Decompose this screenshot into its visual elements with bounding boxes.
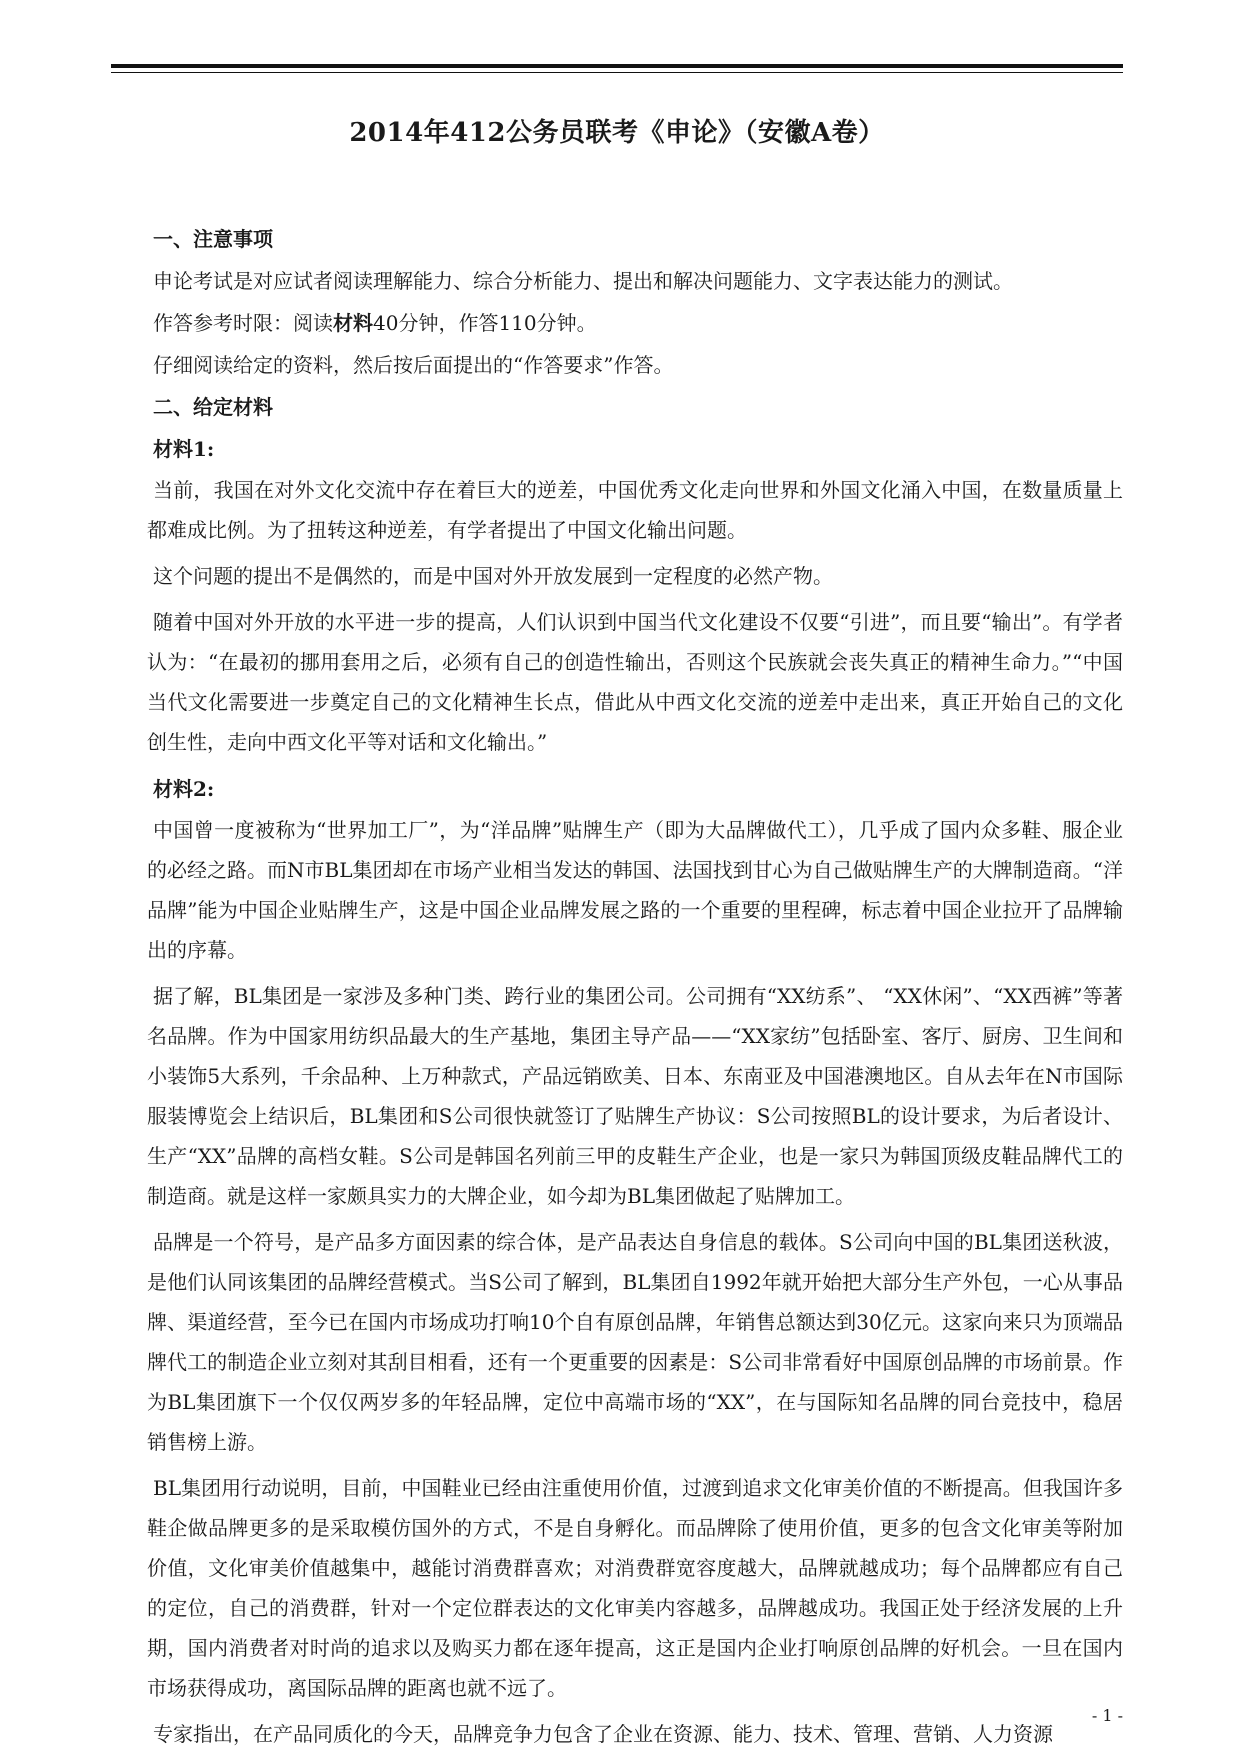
notes-line-1: 申论考试是对应试者阅读理解能力、综合分析能力、提出和解决问题能力、文字表达能力的测试。 [153,269,1013,293]
material-1-paragraph: 当前，我国在对外文化交流中存在着巨大的逆差，中国优秀文化走向世界和外国文化涌入中国，在数量质量上都难成比例。为了扭转这种逆差，有学者提出了中国文化输出问题。 [147,478,1123,542]
material-1-paragraph: 这个问题的提出不是偶然的，而是中国对外开放发展到一定程度的必然产物。 [153,564,833,588]
time-bold: 材料 [333,311,373,335]
material-2-paragraph: 品牌是一个符号，是产品多方面因素的综合体，是产品表达自身信息的载体。S公司向中国的BL集团送秋波，是他们认同该集团的品牌经营模式。当S公司了解到，BL集团自1992年就开始把大部分生产外包，一心从事品牌、渠道经营，至今已在国内市场成功打响10个自有原创品牌，年销售总额达到30亿元。这家向来只为顶端品牌代工的制造企业立刻对其刮目相看，还有一个更重要的因素是：S公司非常看好中国原创品牌的市场前景。作为BL集团旗下一个仅仅两岁多的年轻品牌，定位中高端市场的“XX”，在与国际知名品牌的同台竞技中，稳居销售榜上游。 [147,1230,1123,1454]
header-rule-thick [111,64,1123,68]
time-prefix: 作答参考时限：阅读 [153,311,333,335]
material-2-paragraph: 专家指出，在产品同质化的今天，品牌竞争力包含了企业在资源、能力、技术、管理、营销、人力资源 [153,1722,1053,1746]
document-body [147,218,1123,1760]
header-rule-thin [111,72,1123,73]
material-2-paragraph: BL集团用行动说明，目前，中国鞋业已经由注重使用价值，过渡到追求文化审美价值的不断提高。但我国许多鞋企做品牌更多的是采取模仿国外的方式，不是自身孵化。而品牌除了使用价值，更多的包含文化审美等附加价值，文化审美价值越集中，越能讨消费群喜欢；对消费群宽容度越大，品牌就越成功；每个品牌都应有自己的定位，自己的消费群，针对一个定位群表达的文化审美内容越多，品牌越成功。我国正处于经济发展的上升期，国内消费者对时尚的追求以及购买力都在逐年提高，这正是国内企业打响原创品牌的好机会。一旦在国内市场获得成功，离国际品牌的距离也就不远了。 [147,1476,1123,1700]
material-1-paragraph: 随着中国对外开放的水平进一步的提高，人们认识到中国当代文化建设不仅要“引进”，而且要“输出”。有学者认为：“在最初的挪用套用之后，必须有自己的创造性输出，否则这个民族就会丧失真正的精神生命力。”“中国当代文化需要进一步奠定自己的文化精神生长点，借此从中西文化交流的逆差中走出来，真正开始自己的文化创生性，走向中西文化平等对话和文化输出。” [147,610,1123,754]
notes-line-2: 仔细阅读给定的资料，然后按后面提出的“作答要求”作答。 [153,353,674,377]
page-number: - 1 - [1091,1706,1123,1725]
section-heading-notes: 一、注意事项 [153,227,273,251]
time-suffix: 40分钟，作答110分钟。 [373,311,597,335]
notes-line-time [153,302,1123,344]
section-heading-materials: 二、给定材料 [153,395,273,419]
material-2-paragraph: 中国曾一度被称为“世界加工厂”，为“洋品牌”贴牌生产（即为大品牌做代工），几乎成了国内众多鞋、服企业的必经之路。而N市BL集团却在市场产业相当发达的韩国、法国找到甘心为自己做贴牌生产的大牌制造商。“洋品牌”能为中国企业贴牌生产，这是中国企业品牌发展之路的一个重要的里程碑，标志着中国企业拉开了品牌输出的序幕。 [147,818,1123,962]
material-1-label: 材料1: [153,437,215,461]
material-2-paragraph: 据了解，BL集团是一家涉及多种门类、跨行业的集团公司。公司拥有“XX纺系”、 “XX休闲”、“XX西裤”等著名品牌。作为中国家用纺织品最大的生产基地，集团主导产品——“XX家纺”包括卧室、客厅、厨房、卫生间和小装饰5大系列，千余品种、上万种款式，产品远销欧美、日本、东南亚及中国港澳地区。自从去年在N市国际服装博览会上结识后，BL集团和S公司很快就签订了贴牌生产协议：S公司按照BL的设计要求，为后者设计、生产“XX”品牌的高档女鞋。S公司是韩国名列前三甲的皮鞋生产企业，也是一家只为韩国顶级皮鞋品牌代工的制造商。就是这样一家颇具实力的大牌企业，如今却为BL集团做起了贴牌加工。 [147,984,1123,1208]
material-2-label: 材料2: [153,777,215,801]
document-title: 2014年412公务员联考《申论》（安徽A卷） [349,118,885,148]
